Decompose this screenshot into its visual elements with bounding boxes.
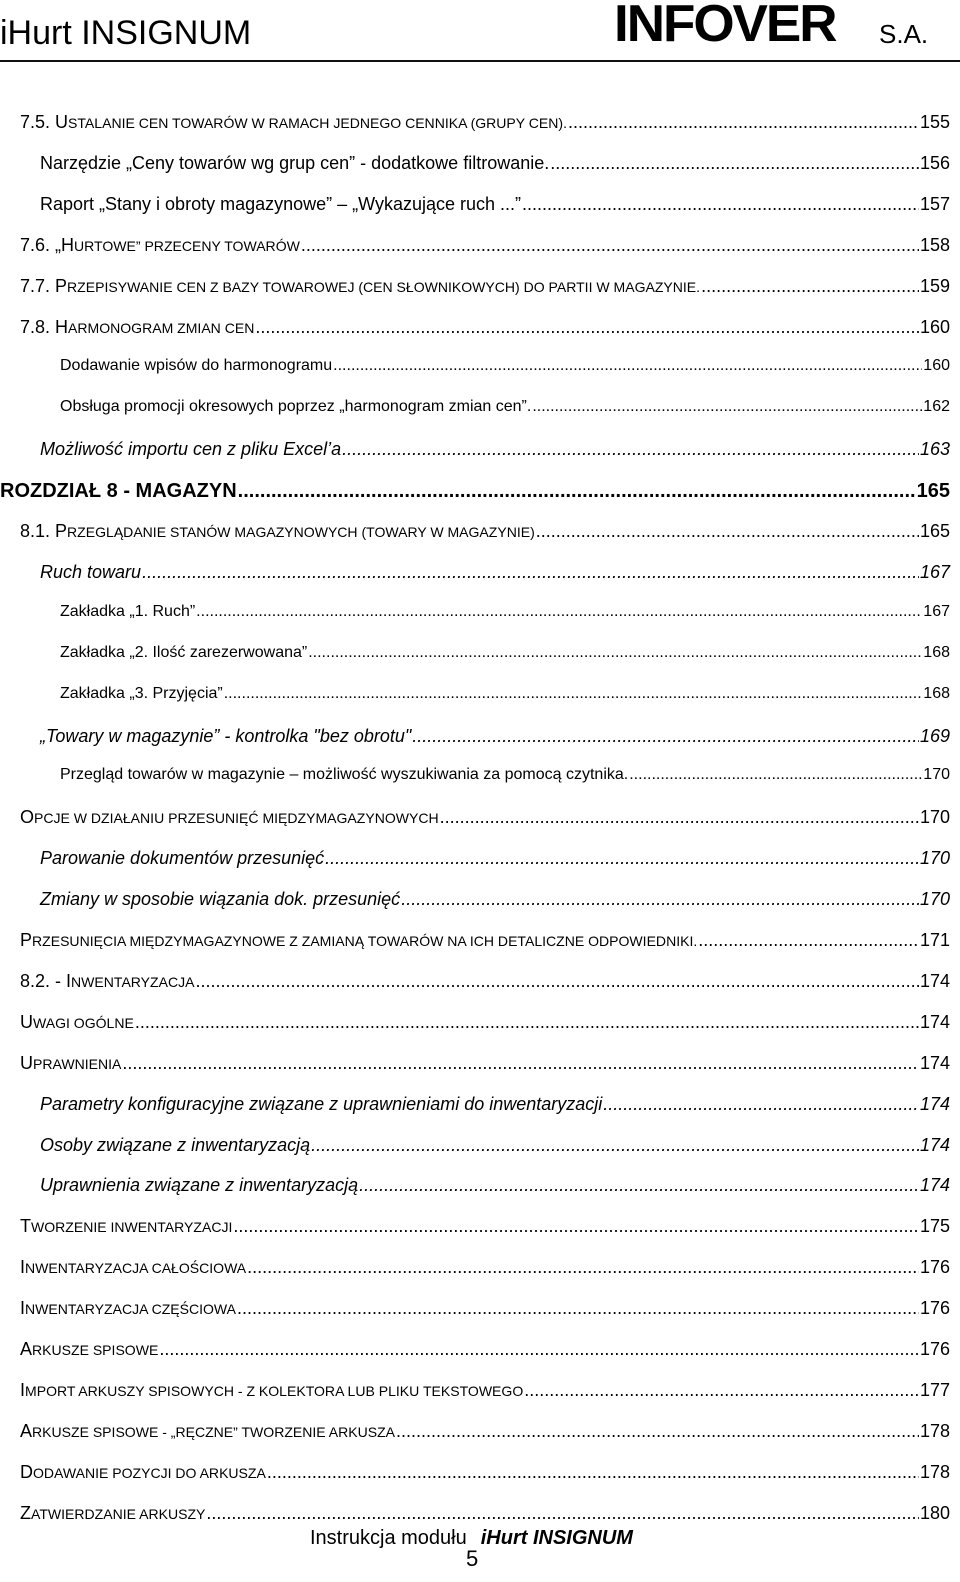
title-initial: H xyxy=(61,235,75,255)
title-rest: RZESUNIĘCIA MIĘDZYMAGAZYNOWE Z ZAMIANĄ TOWARÓW NA ICH DETALICZNE ODPOWIEDNIKI. xyxy=(32,933,698,949)
title-initial: P xyxy=(55,276,68,296)
toc-page-number: 170 xyxy=(923,766,950,783)
title-rest: ATWIERDZANIE ARKUSZY xyxy=(31,1506,206,1522)
toc-entry-title xyxy=(20,807,439,828)
title-rest: WORZENIE INWENTARYZACJI xyxy=(31,1219,233,1235)
toc-entry-title xyxy=(20,1462,266,1483)
dot-leader xyxy=(698,930,919,948)
dot-leader xyxy=(532,398,922,414)
toc-entry[interactable] xyxy=(20,235,950,256)
logo-suffix: S.A. xyxy=(879,19,929,49)
title-rest: PCJE W DZIAŁANIU PRZESUNIĘĆ MIĘDZYMAGAZYNOWYCH xyxy=(34,810,439,826)
page-header xyxy=(0,0,960,70)
footer-label: Instrukcja modułu xyxy=(310,1527,467,1549)
title-rest: PRAWNIENIA xyxy=(33,1056,122,1072)
toc-entry-title xyxy=(20,1257,246,1278)
toc-entry[interactable] xyxy=(40,1135,950,1156)
toc-entry[interactable] xyxy=(20,807,950,828)
toc-page-number: 163 xyxy=(919,439,950,459)
dot-leader xyxy=(237,1298,919,1316)
toc-entry[interactable] xyxy=(40,1094,950,1115)
title-initial: A xyxy=(20,1339,33,1359)
toc-entry[interactable] xyxy=(40,726,950,747)
toc-entry-title: „Towary w magazynie” - kontrolka "bez obrotu" xyxy=(40,726,412,746)
title-rest: NWENTARYZACJA xyxy=(71,974,195,990)
toc-page-number: 169 xyxy=(919,726,950,746)
toc-entry-title: Narzędzie „Ceny towarów wg grup cen” - dodatkowe filtrowanie. xyxy=(40,153,550,173)
toc-page-number: 176 xyxy=(919,1257,950,1277)
toc-entry[interactable] xyxy=(20,1462,950,1483)
title-initial: Z xyxy=(20,1503,31,1523)
logo-wordmark: INFOVER xyxy=(614,0,836,53)
toc-entry-title: Raport „Stany i obroty magazynowe” – „Wykazujące ruch ...” xyxy=(40,194,522,214)
toc-entry[interactable] xyxy=(20,317,950,338)
title-rest: ARMONOGRAM ZMIAN CEN xyxy=(68,320,255,336)
toc-entry-title xyxy=(20,1339,158,1360)
toc-entry-title: Możliwość importu cen z pliku Excel’a xyxy=(40,439,342,459)
section-number: 7.8. xyxy=(20,317,56,337)
toc-entry[interactable] xyxy=(20,1380,950,1401)
toc-entry-title: Zakładka „1. Ruch” xyxy=(60,603,196,620)
toc-page-number: 158 xyxy=(919,235,950,255)
dot-leader xyxy=(325,848,919,866)
toc-entry-title xyxy=(20,930,697,951)
title-rest: RZEPISYWANIE CEN Z BAZY TOWAROWEJ (CEN SŁOWNIKOWYCH) DO PARTII W MAGAZYNIE. xyxy=(67,279,701,295)
title-rest: RKUSZE SPISOWE xyxy=(32,1342,159,1358)
toc-entry[interactable] xyxy=(0,480,950,503)
section-number: 8.1. xyxy=(20,521,56,541)
toc-entry[interactable] xyxy=(60,603,950,621)
toc-entry[interactable] xyxy=(20,1421,950,1442)
dot-leader xyxy=(196,603,922,619)
toc-page-number: 170 xyxy=(919,807,950,827)
dot-leader xyxy=(603,1094,919,1112)
dot-leader xyxy=(550,153,919,171)
toc-entry[interactable] xyxy=(20,1503,950,1524)
toc-entry-title xyxy=(20,1012,134,1033)
dot-leader xyxy=(568,112,919,130)
toc-entry-title xyxy=(20,1053,121,1074)
toc-page-number: 162 xyxy=(923,398,950,415)
toc-entry-title: Zakładka „3. Przyjęcia” xyxy=(60,685,223,702)
toc-page-number: 167 xyxy=(923,603,950,620)
dot-leader xyxy=(224,685,923,701)
section-number: 7.7. xyxy=(20,276,56,296)
toc-entry[interactable] xyxy=(20,112,950,133)
toc-page-number: 176 xyxy=(919,1339,950,1359)
title-initial: O xyxy=(20,807,35,827)
toc-entry[interactable] xyxy=(60,398,950,416)
title-initial: P xyxy=(55,521,68,541)
dot-leader xyxy=(122,1053,919,1071)
title-initial: U xyxy=(20,1053,33,1073)
toc-entry-title xyxy=(20,971,194,992)
toc-entry-title xyxy=(20,112,567,133)
title-initial: I xyxy=(20,1257,26,1277)
toc-entry-title: Parametry konfiguracyjne związane z uprawnieniami do inwentaryzacji xyxy=(40,1094,603,1114)
toc-page-number: 174 xyxy=(919,1175,950,1195)
dot-leader xyxy=(301,235,919,253)
toc-page-number: 168 xyxy=(923,644,950,661)
toc-entry[interactable] xyxy=(60,766,950,784)
dot-leader xyxy=(629,766,922,782)
dot-leader xyxy=(522,194,919,212)
title-initial: D xyxy=(20,1462,33,1482)
title-rest: RZEGLĄDANIE STANÓW MAGAZYNOWYCH (TOWARY W MAGAZYNIE) xyxy=(67,524,535,540)
toc-entry-title: Parowanie dokumentów przesunięć xyxy=(40,848,325,868)
toc-page-number: 178 xyxy=(919,1421,950,1441)
toc-entry[interactable] xyxy=(20,971,950,992)
title-initial: P xyxy=(20,930,33,950)
dot-leader xyxy=(142,562,919,580)
title-initial: I xyxy=(20,1298,26,1318)
toc-entry-title: Uprawnienia związane z inwentaryzacją xyxy=(40,1175,359,1195)
toc-entry[interactable] xyxy=(20,1257,950,1278)
section-number: 7.6. „ xyxy=(20,235,62,255)
dot-leader xyxy=(524,1380,919,1398)
toc-entry-title xyxy=(20,1421,395,1442)
dot-leader xyxy=(159,1339,919,1357)
dot-leader xyxy=(333,357,922,373)
dot-leader xyxy=(412,726,919,744)
header-divider xyxy=(0,60,960,62)
dot-leader xyxy=(359,1175,919,1193)
toc-entry-title xyxy=(20,1503,205,1524)
dot-leader xyxy=(701,276,919,294)
dot-leader xyxy=(267,1462,919,1480)
title-initial: T xyxy=(20,1216,31,1236)
toc-page-number: 157 xyxy=(919,194,950,214)
toc-entry-title xyxy=(20,1298,236,1319)
title-rest: WAGI OGÓLNE xyxy=(33,1015,134,1031)
toc-page-number: 170 xyxy=(919,889,950,909)
title-rest: NWENTARYZACJA CAŁOŚCIOWA xyxy=(25,1260,247,1276)
toc-entry[interactable] xyxy=(20,1012,950,1033)
toc-page-number: 174 xyxy=(919,971,950,991)
title-initial: I xyxy=(66,971,72,991)
dot-leader xyxy=(255,317,919,335)
toc-entry[interactable] xyxy=(40,194,950,215)
toc-entry[interactable] xyxy=(20,930,950,951)
title-rest: RKUSZE SPISOWE - „RĘCZNE” TWORZENIE ARKUSZA xyxy=(32,1424,396,1440)
title-initial: A xyxy=(20,1421,33,1441)
title-initial: U xyxy=(55,112,69,132)
toc-entry[interactable] xyxy=(40,889,950,910)
section-number: 7.5. xyxy=(20,112,56,132)
toc-entry-title: ROZDZIAŁ 8 - MAGAZYN xyxy=(0,480,237,502)
toc-entry-title: Osoby związane z inwentaryzacją xyxy=(40,1135,311,1155)
dot-leader xyxy=(233,1216,919,1234)
toc-entry-title: Dodawanie wpisów do harmonogramu xyxy=(60,357,333,374)
dot-leader xyxy=(135,1012,919,1030)
toc-page-number: 176 xyxy=(919,1298,950,1318)
footer-brand: iHurt INSIGNUM xyxy=(480,1527,633,1549)
toc-entry[interactable] xyxy=(60,357,950,375)
toc-entry[interactable] xyxy=(20,521,950,542)
toc-page-number: 160 xyxy=(919,317,950,337)
toc-entry[interactable] xyxy=(20,1053,950,1074)
dot-leader xyxy=(247,1257,919,1275)
title-rest: URTOWE” PRZECENY TOWARÓW xyxy=(74,238,300,254)
toc-page-number: 168 xyxy=(923,685,950,702)
title-rest: STALANIE CEN TOWARÓW W RAMACH JEDNEGO CENNIKA (GRUPY CEN). xyxy=(68,115,567,131)
dot-leader xyxy=(238,480,916,500)
title-initial: U xyxy=(20,1012,33,1032)
toc-entry-title xyxy=(20,235,300,256)
dot-leader xyxy=(342,439,919,457)
dot-leader xyxy=(308,644,922,660)
dot-leader xyxy=(311,1135,919,1153)
toc-page-number: 174 xyxy=(919,1012,950,1032)
toc-page-number: 174 xyxy=(919,1094,950,1114)
toc-page-number: 167 xyxy=(919,562,950,582)
title-initial: H xyxy=(55,317,69,337)
toc-entry[interactable] xyxy=(40,153,950,174)
toc-entry-title: Zmiany w sposobie wiązania dok. przesunięć xyxy=(40,889,401,909)
infover-logo xyxy=(614,2,932,52)
title-rest: MPORT ARKUSZY SPISOWYCH - Z KOLEKTORA LUB PLIKU TEKSTOWEGO xyxy=(25,1383,524,1399)
toc-entry[interactable] xyxy=(40,1175,950,1196)
toc-page-number: 160 xyxy=(923,357,950,374)
toc-entry[interactable] xyxy=(40,848,950,869)
toc-page-number: 174 xyxy=(919,1053,950,1073)
toc-entry-title: Ruch towaru xyxy=(40,562,142,582)
toc-page-number: 156 xyxy=(919,153,950,173)
toc-entry-title: Zakładka „2. Ilość zarezerwowana” xyxy=(60,644,308,661)
dot-leader xyxy=(401,889,919,907)
toc-page-number: 165 xyxy=(916,480,950,502)
dot-leader xyxy=(206,1503,919,1521)
dot-leader xyxy=(195,971,918,989)
toc-page-number: 170 xyxy=(919,848,950,868)
toc-entry[interactable] xyxy=(20,1339,950,1360)
toc-entry-title xyxy=(20,276,700,297)
dot-leader xyxy=(536,521,919,539)
toc-page-number: 177 xyxy=(919,1380,950,1400)
toc-entry[interactable] xyxy=(60,644,950,662)
toc-page-number: 175 xyxy=(919,1216,950,1236)
title-rest: NWENTARYZACJA CZĘŚCIOWA xyxy=(25,1301,237,1317)
toc-entry-title xyxy=(20,521,535,542)
toc-entry-title: Przegląd towarów w magazynie – możliwość wyszukiwania za pomocą czytnika. xyxy=(60,766,629,783)
toc-page-number: 180 xyxy=(919,1503,950,1523)
toc-page-number: 174 xyxy=(919,1135,950,1155)
toc-entry[interactable] xyxy=(20,276,950,297)
toc-page-number: 171 xyxy=(919,930,950,950)
toc-entry[interactable] xyxy=(40,562,950,583)
section-number: 8.2. - xyxy=(20,971,67,991)
toc-page-number: 159 xyxy=(919,276,950,296)
toc-entry[interactable] xyxy=(20,1216,950,1237)
toc-page-number: 165 xyxy=(919,521,950,541)
toc-entry[interactable] xyxy=(20,1298,950,1319)
toc-entry[interactable] xyxy=(40,439,950,460)
title-initial: I xyxy=(20,1380,26,1400)
toc-page-number: 178 xyxy=(919,1462,950,1482)
toc-entry-title xyxy=(20,1216,232,1237)
title-rest: ODAWANIE POZYCJI DO ARKUSZA xyxy=(33,1465,266,1481)
dot-leader xyxy=(440,807,919,825)
toc-entry-title xyxy=(20,317,254,338)
toc-entry[interactable] xyxy=(60,685,950,703)
toc-entry-title: Obsługa promocji okresowych poprzez „harmonogram zmian cen”. xyxy=(60,398,532,415)
toc-page-number: 155 xyxy=(919,112,950,132)
header-title: iHurt INSIGNUM xyxy=(0,14,252,52)
dot-leader xyxy=(396,1421,919,1439)
page-number: 5 xyxy=(466,1546,479,1571)
toc-entry-title xyxy=(20,1380,523,1401)
